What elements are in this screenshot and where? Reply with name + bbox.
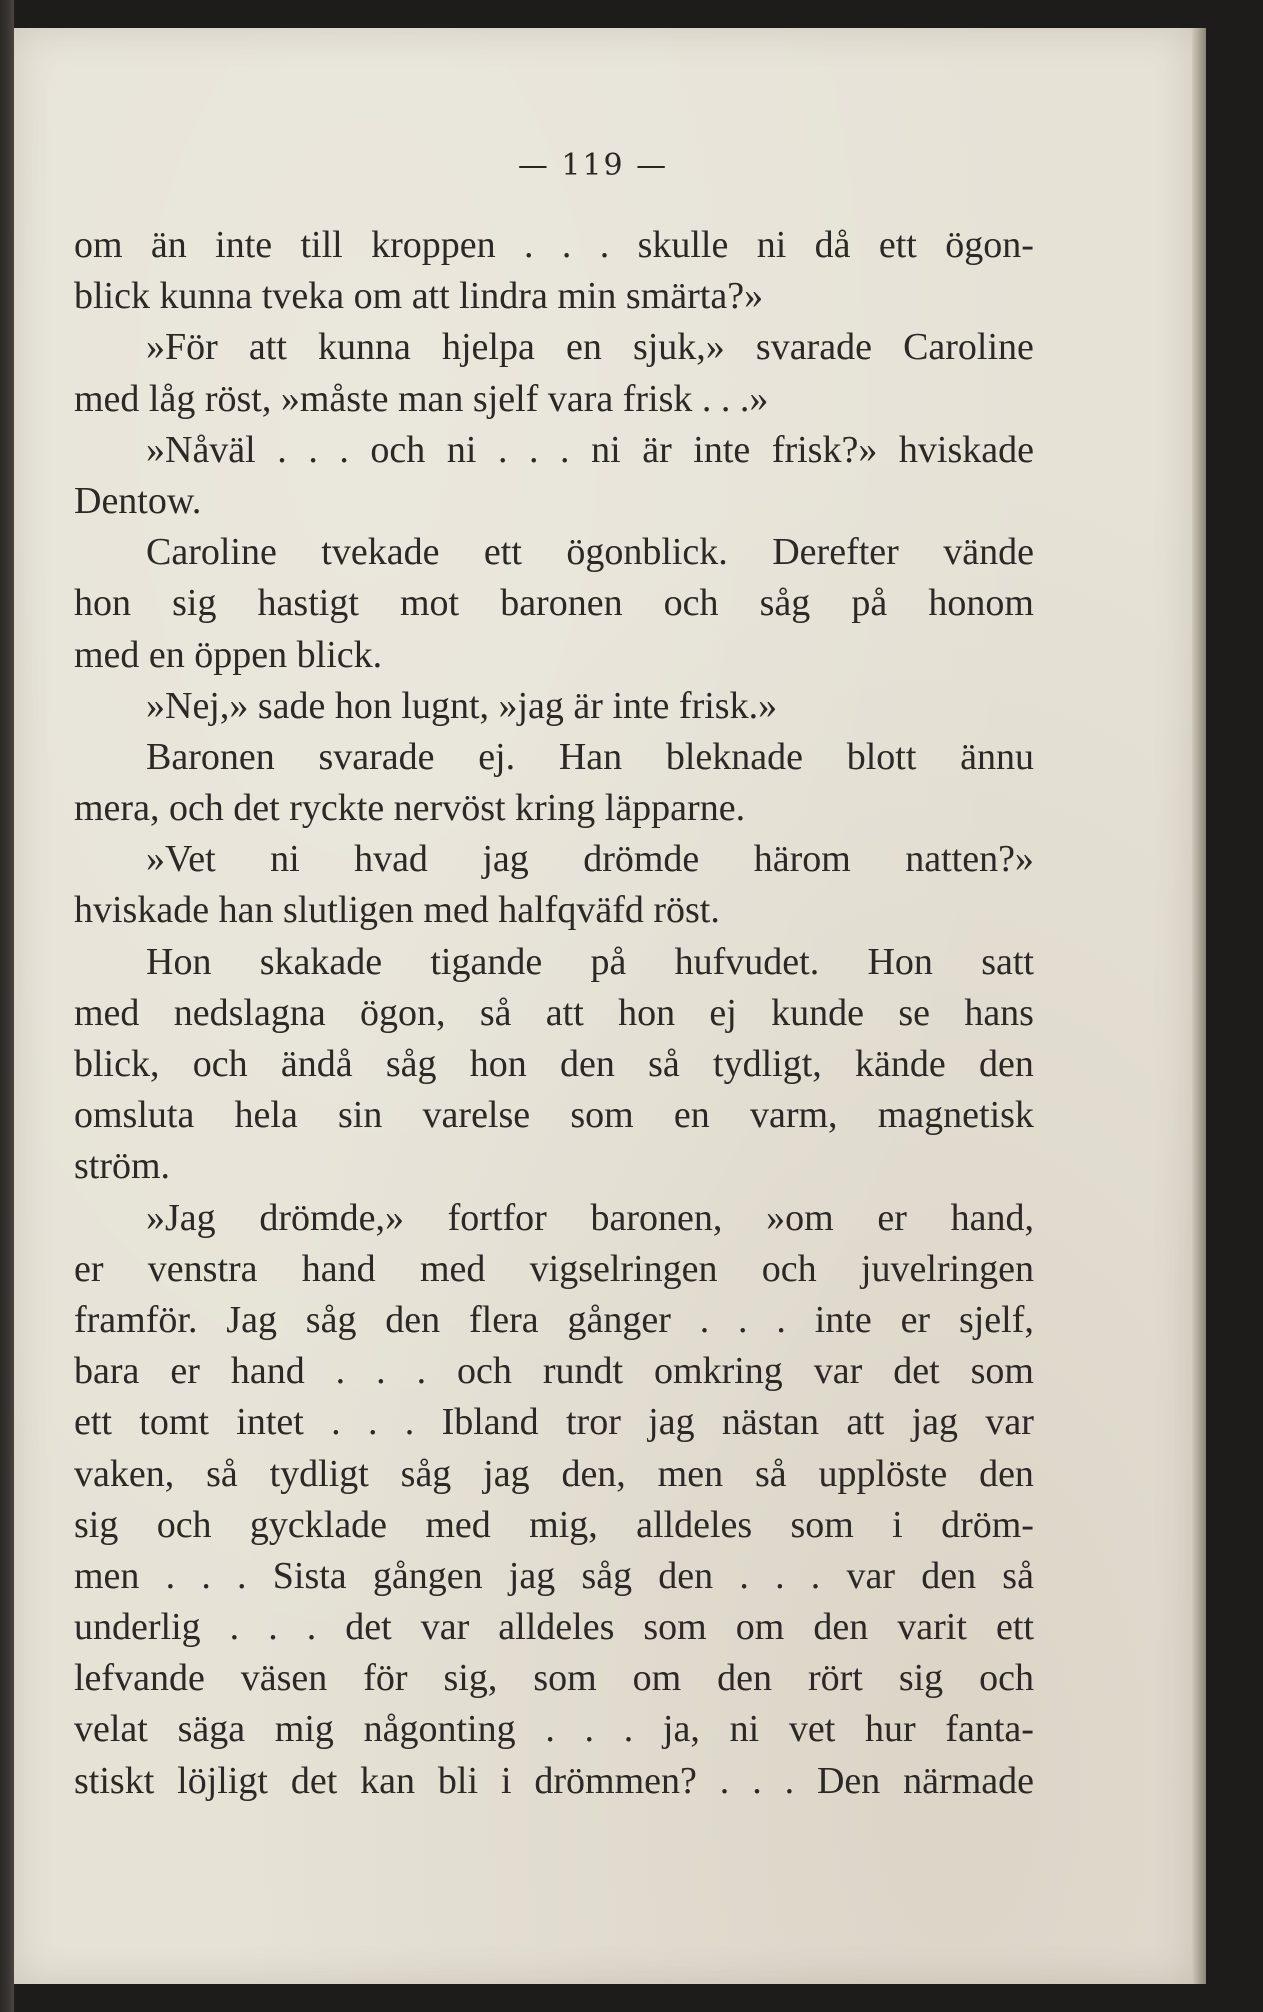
text-line: Baronen svarade ej. Han bleknade blott ännu [146,735,1034,778]
text-line: blick, och ändå såg hon den så tydligt, kände den [74,1043,1034,1085]
text-line: hon sig hastigt mot baronen och såg på honom [74,582,1034,625]
text-line: blick kunna tveka om att lindra min smärta?» [74,275,764,318]
text-line: ett tomt intet . . . Ibland tror jag nästan att jag var [74,1401,1034,1444]
text-line: »Vet ni hvad jag drömde härom natten?» [146,838,1034,881]
text-line: »För att kunna hjelpa en sjuk,» svarade Caroline [146,326,1034,369]
text-line: underlig . . . det var alldeles som om den varit ett [74,1606,1034,1649]
text-line: lefvande väsen för sig, som om den rört sig och [74,1657,1034,1700]
text-line: velat säga mig någonting . . . ja, ni vet hur fanta- [74,1708,1034,1751]
text-line: om än inte till kroppen . . . skulle ni då ett ögon- [74,224,1034,266]
text-line: er venstra hand med vigselringen och juvelringen [74,1247,1034,1290]
scan-right-edge [1192,28,1206,1984]
text-line: ström. [74,1145,171,1188]
text-line: med en öppen blick. [74,633,383,676]
text-line: med nedslagna ögon, så att hon ej kunde se hans [74,991,1034,1034]
scan-left-edge [0,0,14,2012]
page-number: — 119 — [517,148,669,183]
text-line: »Nej,» sade hon lugnt, »jag är inte frisk.» [146,684,778,727]
text-line: bara er hand . . . och rundt omkring var det som [74,1350,1034,1393]
text-line: stiskt löjligt det kan bli i drömmen? . . . Den närmade [74,1759,1034,1802]
text-line: mera, och det ryckte nervöst kring läpparne. [74,787,746,830]
text-line: Dentow. [74,479,202,522]
text-line: sig och gycklade med mig, alldeles som i dröm- [74,1503,1034,1546]
page-body-text [74,220,1034,1807]
text-line: med låg röst, »måste man sjelf vara frisk . . .» [74,377,769,420]
text-line: men . . . Sista gången jag såg den . . . var den så [74,1554,1034,1597]
text-line: Caroline tvekade ett ögonblick. Derefter vände [146,531,1034,574]
text-line: framför. Jag såg den flera gånger . . . inte er sjelf, [74,1298,1034,1341]
text-line: »Nåväl . . . och ni . . . ni är inte frisk?» hviskade [146,428,1034,471]
text-line: »Jag drömde,» fortfor baronen, »om er hand, [146,1196,1034,1239]
text-line: vaken, så tydligt såg jag den, men så upplöste den [74,1452,1034,1495]
text-line: Hon skakade tigande på hufvudet. Hon satt [146,940,1034,983]
text-line: omsluta hela sin varelse som en varm, magnetisk [74,1094,1034,1137]
text-line: hviskade han slutligen med halfqväfd röst. [74,889,720,932]
book-page [14,28,1192,1984]
